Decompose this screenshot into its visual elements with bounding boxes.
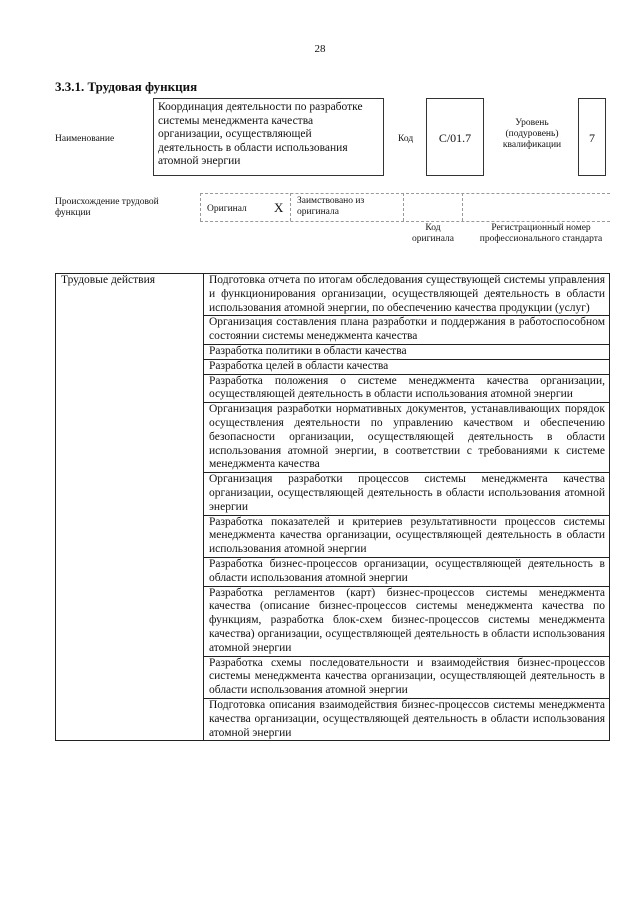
code-value-box: C/01.7 <box>426 98 484 176</box>
origin-top-border <box>200 193 610 194</box>
original-code-label: Код оригинала <box>412 223 454 244</box>
name-label: Наименование <box>55 134 115 144</box>
action-item: Разработка схемы последовательности и взаимодействия бизнес-процессов системы менеджмента качества организации, осуществляющей деятельность в области использования атомной энергии <box>204 656 610 698</box>
action-item: Подготовка отчета по итогам обследования существующей системы управления и функционирования организации, осуществляющей деятельность в области использования атомной энергии, по обеспечению качества продукции (услуг) <box>204 274 610 316</box>
page-number: 28 <box>314 43 326 55</box>
code-label: Код <box>398 134 414 144</box>
origin-bottom-border <box>200 221 610 222</box>
origin-divider-2 <box>290 193 291 221</box>
action-item: Разработка целей в области качества <box>204 359 610 374</box>
action-item: Разработка положения о системе менеджмента качества организации, осуществляющей деятельность в области использования атомной энергии <box>204 374 610 403</box>
action-item: Разработка показателей и критериев результативности процессов системы менеджмента качества организации, осуществляющей деятельность в области использования атомной энергии <box>204 515 610 557</box>
action-item: Подготовка описания взаимодействия бизнес-процессов системы менеджмента качества организации, осуществляющей деятельность в области использования атомной энергии <box>204 698 610 740</box>
registration-number-label: Регистрационный номер профессионального стандарта <box>479 223 603 244</box>
action-item: Разработка регламентов (карт) бизнес-процессов системы менеджмента качества (описание бизнес-процессов системы менеджмента качества по функциям, разработка блок-схем бизнес-процессов системы менеджмента качества) организации, осуществляющей деятельность в области использования атомной энергии <box>204 586 610 656</box>
function-name-box: Координация деятельности по разработке системы менеджмента качества организации, осуществляющей деятельность в области использования атомной энергии <box>153 98 384 176</box>
action-item: Разработка политики в области качества <box>204 344 610 359</box>
borrowed-label: Заимствовано из оригинала <box>297 196 365 217</box>
origin-divider-1 <box>200 193 201 221</box>
action-item: Организация составления плана разработки и поддержания в работоспособном состоянии системы менеджмента качества <box>204 316 610 345</box>
original-mark: X <box>274 200 284 215</box>
labor-actions-label: Трудовые действия <box>56 274 204 741</box>
table-row <box>56 274 610 316</box>
level-label: Уровень (подуровень) квалификации <box>502 118 562 150</box>
action-item: Разработка бизнес-процессов организации, осуществляющей деятельность в области использования атомной энергии <box>204 557 610 586</box>
origin-divider-4 <box>462 193 463 221</box>
section-heading: 3.3.1. Трудовая функция <box>55 79 198 94</box>
origin-divider-3 <box>403 193 404 221</box>
level-value-box: 7 <box>578 98 606 176</box>
action-item: Организация разработки нормативных документов, устанавливающих порядок осуществления деятельности по управлению качеством и обеспечению безопасности организации, осуществляющей деятельность в области использования атомной энергии, в соответствии с требованиями к системе менеджмента качества <box>204 403 610 473</box>
labor-actions-table <box>55 273 610 741</box>
original-label: Оригинал <box>207 204 247 214</box>
origin-label: Происхождение трудовой функции <box>55 197 159 218</box>
action-item: Организация разработки процессов системы менеджмента качества организации, осуществляющей деятельность в области использования атомной энергии <box>204 473 610 515</box>
